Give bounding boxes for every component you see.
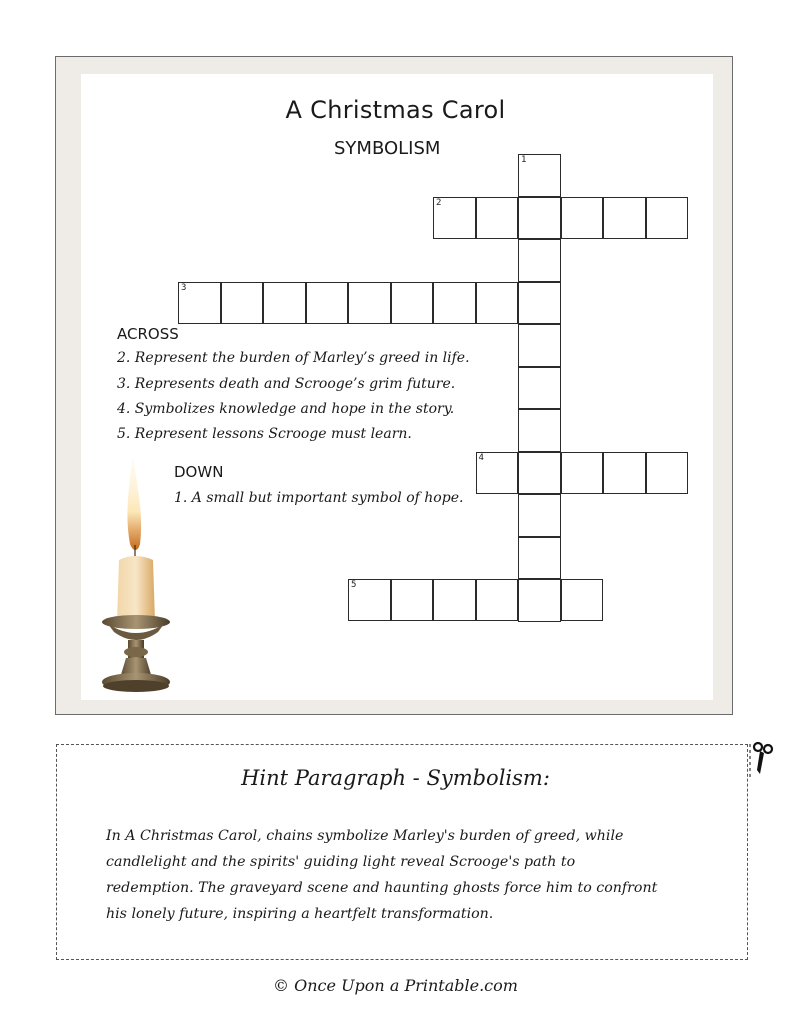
clue-number: 5 bbox=[351, 579, 357, 590]
crossword-cell[interactable] bbox=[476, 579, 519, 622]
crossword-cell[interactable] bbox=[518, 154, 561, 197]
crossword-cell[interactable] bbox=[518, 367, 561, 410]
crossword-cell[interactable] bbox=[348, 282, 391, 325]
hint-line: redemption. The graveyard scene and haunting ghosts force him to confront bbox=[106, 880, 658, 896]
hint-line: candlelight and the spirits' guiding light reveal Scrooge's path to bbox=[106, 854, 576, 870]
crossword-cell[interactable] bbox=[433, 197, 476, 240]
crossword-cell[interactable] bbox=[433, 579, 476, 622]
down-clue: 1. A small but important symbol of hope. bbox=[174, 490, 464, 506]
crossword-cell[interactable] bbox=[518, 409, 561, 452]
crossword-cell[interactable] bbox=[518, 579, 561, 622]
crossword-cell[interactable] bbox=[476, 197, 519, 240]
hint-line: his lonely future, inspiring a heartfelt transformation. bbox=[106, 906, 494, 922]
crossword-cell[interactable] bbox=[306, 282, 349, 325]
crossword-cell[interactable] bbox=[518, 494, 561, 537]
crossword-cell[interactable] bbox=[518, 452, 561, 495]
crossword-cell[interactable] bbox=[518, 324, 561, 367]
crossword-cell[interactable] bbox=[433, 282, 476, 325]
across-clue: 3. Represents death and Scrooge’s grim future. bbox=[117, 376, 456, 392]
across-clue: 2. Represent the burden of Marley’s greed in life. bbox=[117, 350, 470, 366]
crossword-cell[interactable] bbox=[263, 282, 306, 325]
across-clue: 4. Symbolizes knowledge and hope in the story. bbox=[117, 401, 455, 417]
crossword-cell[interactable] bbox=[518, 239, 561, 282]
crossword-cell[interactable] bbox=[646, 197, 689, 240]
crossword-cell[interactable] bbox=[391, 282, 434, 325]
worksheet-title: A Christmas Carol bbox=[285, 96, 506, 124]
hint-paragraph bbox=[106, 823, 706, 927]
crossword-cell[interactable] bbox=[518, 197, 561, 240]
crossword-cell[interactable] bbox=[518, 537, 561, 580]
hint-line: In A Christmas Carol, chains symbolize Marley's burden of greed, while bbox=[106, 828, 624, 844]
crossword-cell[interactable] bbox=[603, 197, 646, 240]
crossword-cell[interactable] bbox=[178, 282, 221, 325]
crossword-cell[interactable] bbox=[518, 282, 561, 325]
crossword-cell[interactable] bbox=[476, 452, 519, 495]
crossword-cell[interactable] bbox=[221, 282, 264, 325]
hint-title: Hint Paragraph - Symbolism: bbox=[241, 766, 550, 790]
crossword-cell[interactable] bbox=[561, 197, 604, 240]
crossword-cell[interactable] bbox=[603, 452, 646, 495]
worksheet-subtitle: SYMBOLISM bbox=[334, 138, 441, 159]
clue-number: 3 bbox=[181, 282, 187, 293]
crossword-cell[interactable] bbox=[476, 282, 519, 325]
crossword-cell[interactable] bbox=[348, 579, 391, 622]
across-clue: 5. Represent lessons Scrooge must learn. bbox=[117, 426, 412, 442]
crossword-cell[interactable] bbox=[561, 579, 604, 622]
clue-number: 4 bbox=[478, 452, 484, 463]
clue-number: 2 bbox=[436, 197, 442, 208]
crossword-cell[interactable] bbox=[646, 452, 689, 495]
crossword-cell[interactable] bbox=[391, 579, 434, 622]
copyright-footer: © Once Upon a Printable.com bbox=[273, 976, 518, 995]
crossword-cell[interactable] bbox=[561, 452, 604, 495]
across-heading: ACROSS bbox=[117, 325, 179, 343]
down-heading: DOWN bbox=[174, 463, 224, 481]
clue-number: 1 bbox=[521, 155, 527, 165]
candle-icon bbox=[100, 452, 175, 697]
